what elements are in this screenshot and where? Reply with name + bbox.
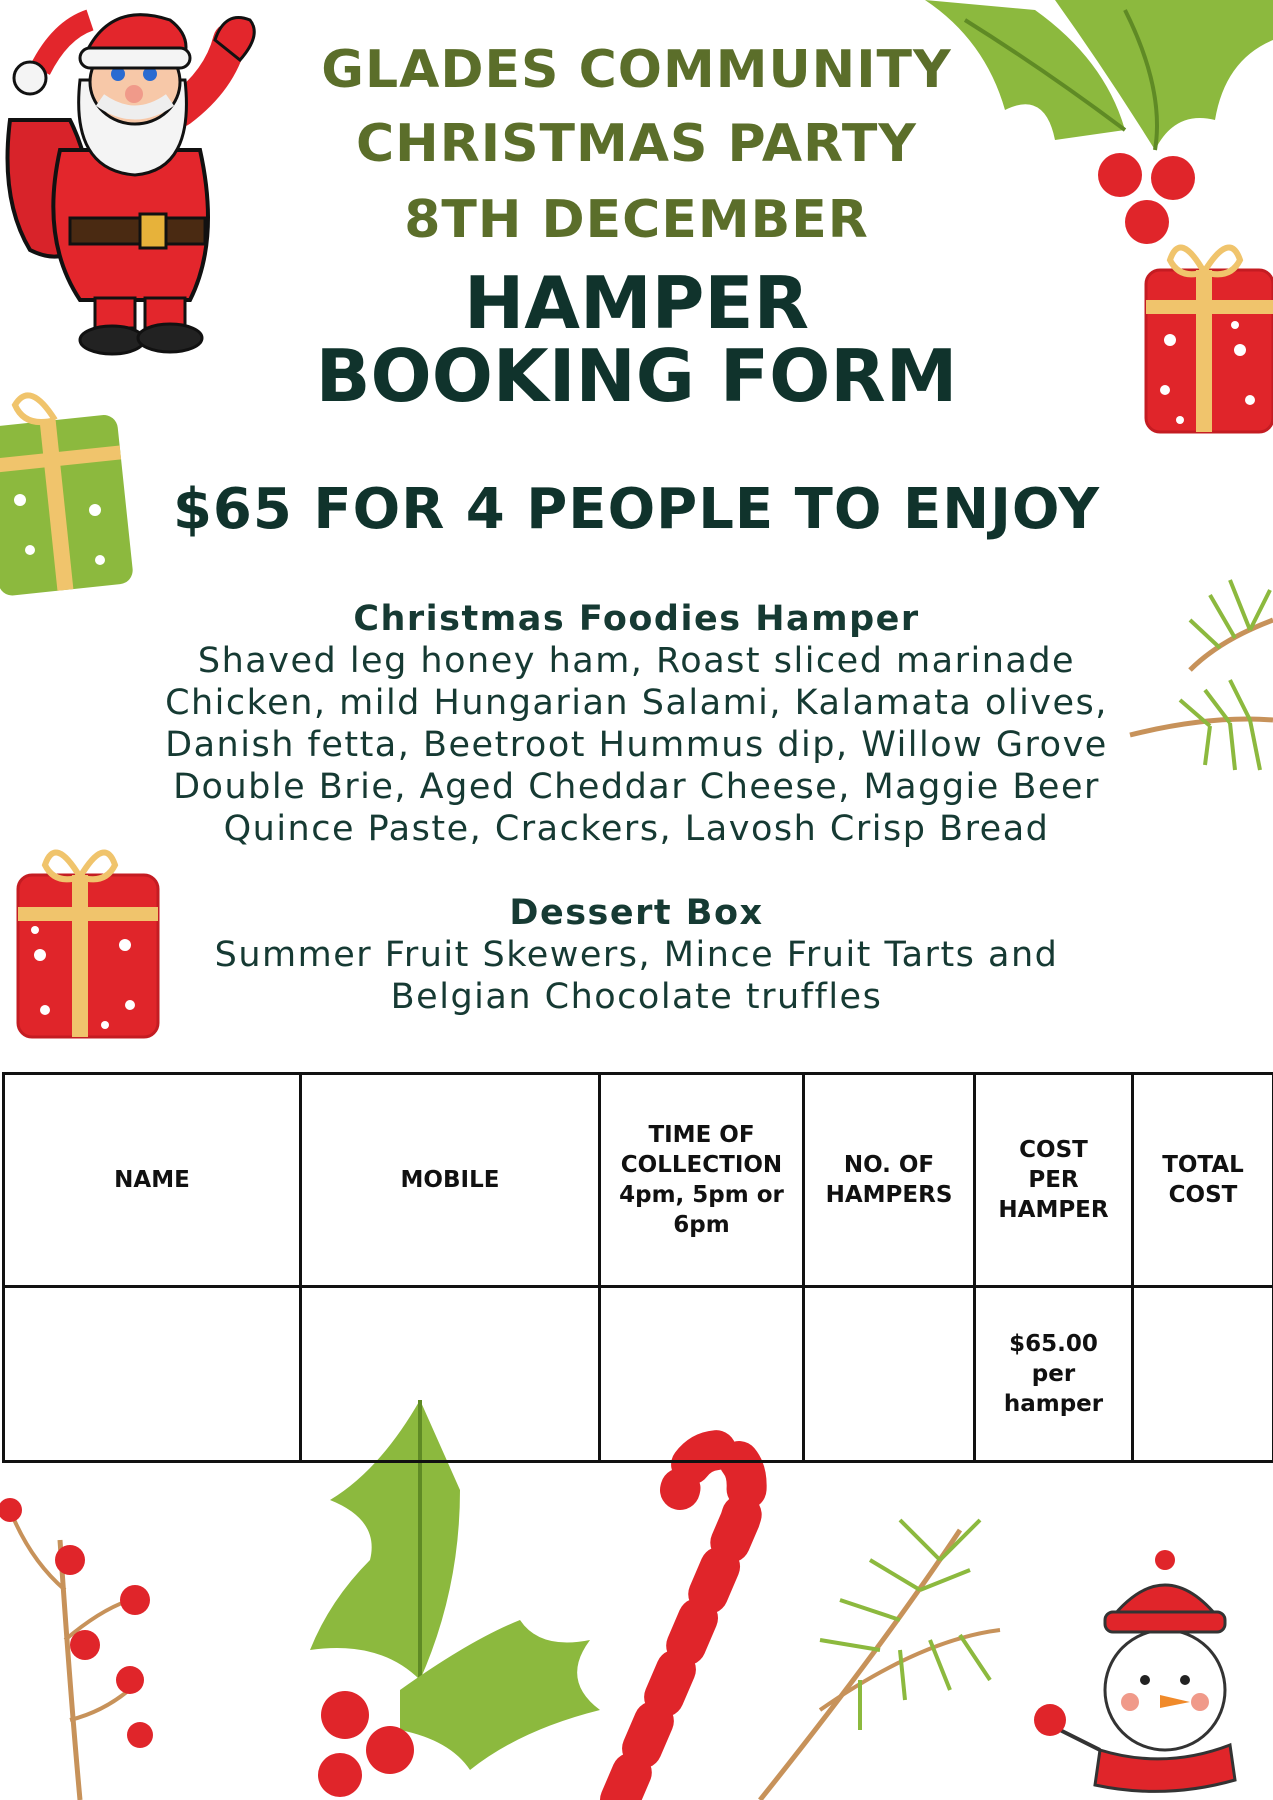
header-name: NAME: [4, 1074, 301, 1287]
foodies-line: Chicken, mild Hungarian Salami, Kalamata olives,: [165, 683, 1108, 723]
price-line: $65 FOR 4 PEOPLE TO ENJOY: [172, 477, 1101, 542]
hamper-title: HAMPER: [463, 261, 810, 345]
foodies-line: Double Brie, Aged Cheddar Cheese, Maggie Beer: [173, 767, 1100, 807]
table-header-row: [4, 1074, 1273, 1287]
header-total-cost: TOTAL COST: [1133, 1074, 1273, 1287]
dessert-line: Belgian Chocolate truffles: [390, 977, 883, 1017]
header-no-of-hampers: NO. OF HAMPERS: [804, 1074, 975, 1287]
header-time-of-collection: TIME OF COLLECTION 4pm, 5pm or 6pm: [600, 1074, 804, 1287]
dessert-line: Summer Fruit Skewers, Mince Fruit Tarts and: [214, 935, 1059, 975]
foodies-line: Shaved leg honey ham, Roast sliced marinade: [197, 641, 1076, 681]
header-mobile: MOBILE: [301, 1074, 600, 1287]
community-heading: GLADES COMMUNITY: [321, 40, 952, 100]
table-row: [4, 1287, 1273, 1462]
mobile-entry-cell[interactable]: [301, 1287, 600, 1462]
dessert-box-title: Dessert Box: [509, 893, 764, 933]
time-entry-cell[interactable]: [600, 1287, 804, 1462]
foodies-hamper-title: Christmas Foodies Hamper: [353, 599, 920, 639]
foodies-line: Danish fetta, Beetroot Hummus dip, Willow Grove: [165, 725, 1108, 765]
cost-per-hamper-cell: $65.00 per hamper: [975, 1287, 1133, 1462]
booking-form-title: BOOKING FORM: [315, 334, 958, 418]
date-heading: 8TH DECEMBER: [404, 190, 869, 250]
header-cost-per-hamper: COST PER HAMPER: [975, 1074, 1133, 1287]
booking-table: [2, 1072, 1273, 1463]
hampers-entry-cell[interactable]: [804, 1287, 975, 1462]
party-heading: CHRISTMAS PARTY: [356, 114, 917, 174]
foodies-line: Quince Paste, Crackers, Lavosh Crisp Bread: [223, 809, 1050, 849]
name-entry-cell[interactable]: [4, 1287, 301, 1462]
total-cost-entry-cell[interactable]: [1133, 1287, 1273, 1462]
